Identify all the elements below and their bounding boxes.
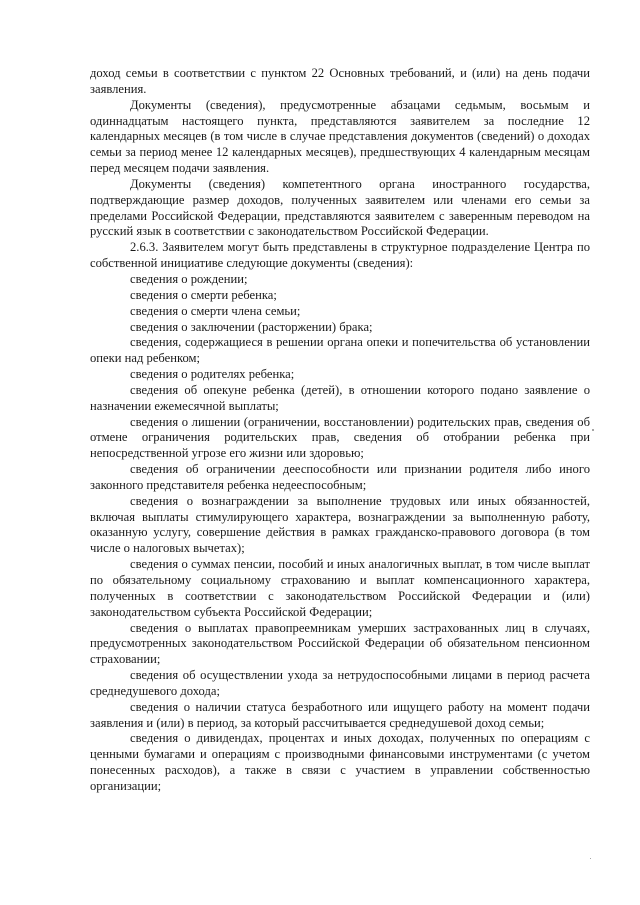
- list-item: сведения о рождении;: [130, 271, 248, 286]
- paragraph: 2.6.3. Заявителем могут быть представлены в структурное подразделение Центра по собственной инициативе следующие документы (сведения):: [90, 240, 590, 271]
- paragraph: доход семьи в соответствии с пунктом 22 Основных требований, и (или) на день подачи заявления.: [90, 66, 590, 96]
- document-text: [90, 66, 590, 795]
- paragraph: Документы (сведения), предусмотренные абзацами седьмым, восьмым и одиннадцатым настоящего пункта, представляются заявителем за последние 12 календарных месяцев (в том числе в случае представления документов (сведений) о доходах семьи за период менее 12 календарных месяцев), предшествующих 4 календарным месяцам перед месяцем подачи заявления.: [90, 97, 590, 176]
- list-item: сведения о заключении (расторжении) брака;: [130, 319, 373, 334]
- paragraph: сведения об осуществлении ухода за нетрудоспособными лицами в период расчета среднедушевого дохода;: [90, 668, 590, 698]
- scan-speck: [590, 858, 591, 859]
- paragraph: сведения о выплатах правопреемникам умерших застрахованных лиц в случаях, предусмотренных законодательством Российской Федерации об обязательном пенсионном страховании;: [90, 620, 590, 667]
- paragraph: сведения об опекуне ребенка (детей), в отношении которого подано заявление о назначении ежемесячной выплаты;: [90, 382, 590, 413]
- scan-speck: [592, 429, 594, 431]
- paragraph: сведения о дивидендах, процентах и иных доходах, полученных по операциям с ценными бумагами и операциям с производными финансовыми инструментами (с учетом понесенных расходов), а также в связи с участием в управлении собственностью организации;: [90, 731, 590, 793]
- paragraph: Документы (сведения) компетентного органа иностранного государства, подтверждающие размер доходов, полученных заявителем или членами его семьи за пределами Российской Федерации, представляются заявителем с заверенным переводом на русский язык в соответствии с законодательством Российской Федерации.: [90, 176, 590, 239]
- paragraph: сведения, содержащиеся в решении органа опеки и попечительства об установлении опеки над ребенком;: [90, 335, 590, 366]
- paragraph: сведения о суммах пенсии, пособий и иных аналогичных выплат, в том числе выплат по обязательному социальному страхованию и выплат компенсационного характера, полученных в соответствии с законодательством Российской Федерации и (или) законодательством субъекта Российской Федерации;: [90, 557, 590, 619]
- paragraph: сведения о лишении (ограничении, восстановлении) родительских прав, сведения об отмене ограничения родительских прав, сведения об отобрании ребенка при непосредственной угрозе его жизни или здоровью;: [90, 414, 590, 461]
- list-item: сведения о смерти члена семьи;: [130, 303, 301, 318]
- paragraph: сведения об ограничении дееспособности или признании родителя либо иного законного представителя ребенка недееспособным;: [90, 462, 590, 492]
- paragraph: сведения о вознаграждении за выполнение трудовых или иных обязанностей, включая выплаты стимулирующего характера, вознаграждении за выполненную работу, оказанную услугу, совершение действия в рамках гражданско-правового договора (в том числе о налоговых вычетах);: [90, 493, 590, 556]
- paragraph: сведения о наличии статуса безработного или ищущего работу на момент подачи заявления и (или) в период, за который рассчитывается среднедушевой доход семьи;: [90, 699, 590, 730]
- list-item: сведения о родителях ребенка;: [130, 367, 295, 382]
- list-item: сведения о смерти ребенка;: [130, 287, 277, 302]
